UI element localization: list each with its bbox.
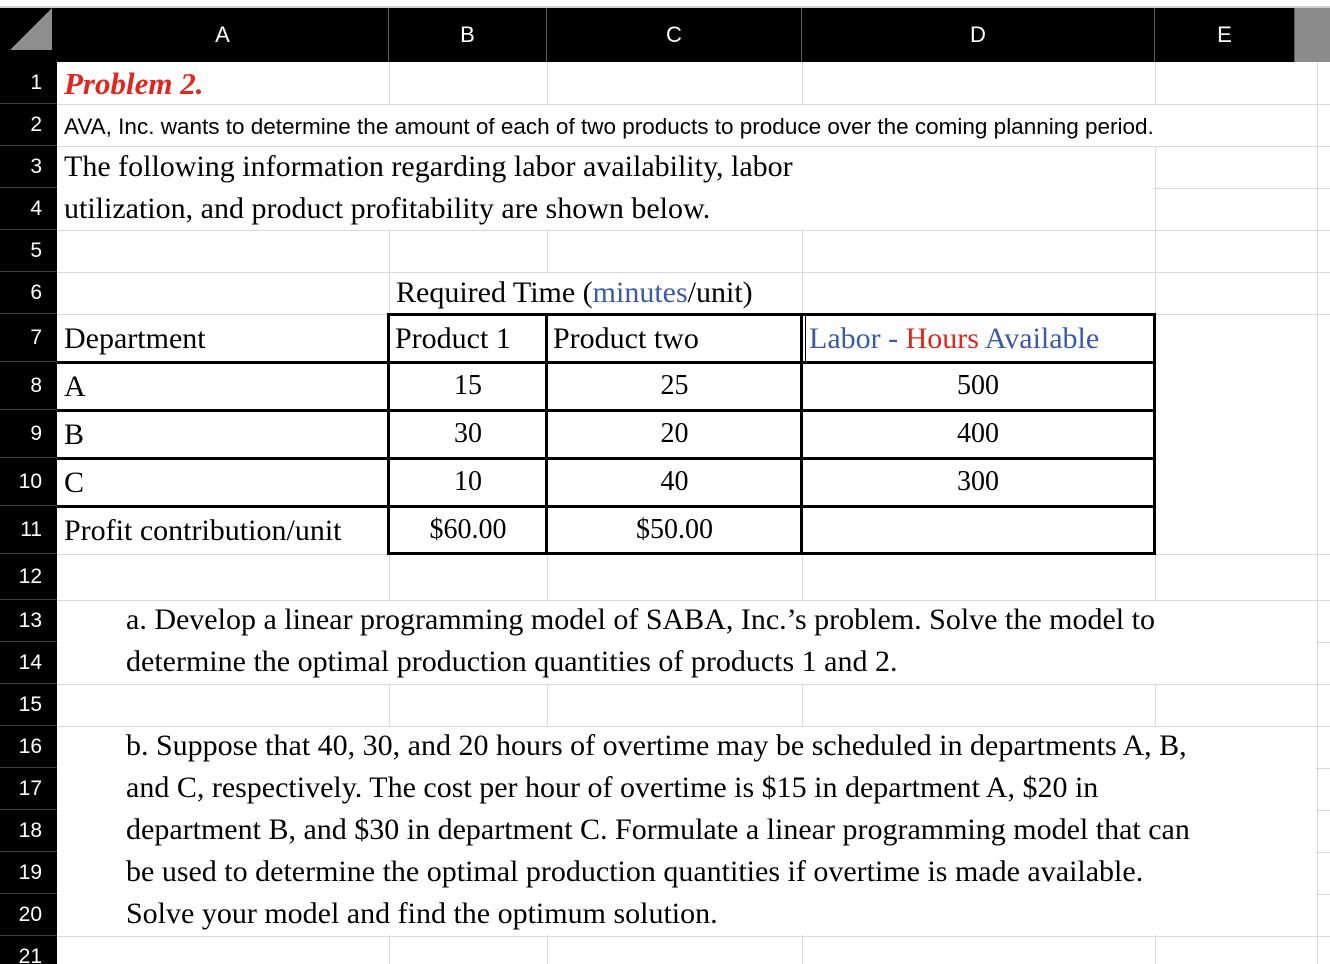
question-b-line-4: be used to determine the optimal production quantities if overtime is made available. — [126, 855, 1144, 888]
row-header-7[interactable]: 7 — [0, 314, 57, 362]
dept-a: A — [64, 370, 86, 403]
table-border — [57, 409, 1155, 412]
cell-b9: 30 — [454, 418, 482, 449]
row-header-14[interactable]: 14 — [0, 642, 57, 684]
row-header-6[interactable]: 6 — [0, 272, 57, 314]
row-header-2[interactable]: 2 — [0, 104, 57, 146]
header-available: Available — [978, 322, 1100, 355]
table-border — [57, 505, 1155, 508]
column-header-c[interactable]: C — [547, 8, 802, 62]
column-header-e[interactable]: E — [1155, 8, 1295, 62]
row-header-10[interactable]: 10 — [0, 458, 57, 506]
intro-text: AVA, Inc. wants to determine the amount of each of two products to produce over the coming planning period. — [64, 114, 1154, 139]
table-border — [1153, 313, 1156, 555]
row-header-16[interactable]: 16 — [0, 726, 57, 768]
required-time-minutes: minutes — [592, 276, 688, 309]
cell-c11: $50.00 — [636, 514, 713, 545]
required-time-label — [396, 276, 753, 310]
row-header-11[interactable]: 11 — [0, 506, 57, 554]
required-time-suffix: /unit) — [687, 276, 753, 309]
question-a-line-1: a. Develop a linear programming model of SABA, Inc.’s problem. Solve the model to — [126, 603, 1155, 636]
cell-d9: 400 — [957, 418, 999, 449]
cell-b11: $60.00 — [429, 514, 507, 545]
required-time-prefix: Required Time ( — [396, 276, 593, 309]
header-labor: Labor - — [809, 322, 906, 355]
gridline-h — [57, 684, 1330, 685]
header-product-2: Product two — [553, 322, 699, 355]
table-border — [388, 552, 1155, 555]
gridline-v — [1317, 62, 1318, 964]
table-border — [388, 313, 1155, 316]
cell-c10: 40 — [660, 466, 689, 497]
row-header-19[interactable]: 19 — [0, 852, 57, 894]
column-header-d[interactable]: D — [802, 8, 1155, 62]
question-b-line-3: department B, and $30 in department C. Formulate a linear programming model that can — [126, 813, 1190, 846]
profit-label: Profit contribution/unit — [64, 514, 342, 547]
dept-c: C — [64, 466, 85, 499]
cell-c8: 25 — [660, 370, 689, 401]
cell-b10: 10 — [454, 466, 482, 497]
question-b-line-5: Solve your model and find the optimum solution. — [126, 897, 718, 930]
row-header-13[interactable]: 13 — [0, 600, 57, 642]
row-header-8[interactable]: 8 — [0, 362, 57, 410]
row-header-12[interactable]: 12 — [0, 554, 57, 600]
row-header-15[interactable]: 15 — [0, 684, 57, 726]
dept-b: B — [64, 418, 85, 451]
table-border — [57, 361, 1155, 364]
column-header-a[interactable]: A — [57, 8, 389, 62]
cell-b8: 15 — [454, 370, 482, 401]
row-header-9[interactable]: 9 — [0, 410, 57, 458]
cell-d10: 300 — [957, 466, 999, 497]
row-header-4[interactable]: 4 — [0, 188, 57, 230]
column-header-overflow — [1295, 8, 1330, 62]
row-header-21[interactable]: 21 — [0, 936, 57, 964]
cell-c9: 20 — [660, 418, 689, 449]
header-product-1: Product 1 — [395, 322, 511, 355]
table-border — [57, 457, 1155, 460]
question-a-line-2: determine the optimal production quantities of products 1 and 2. — [126, 645, 898, 678]
problem-title: Problem 2. — [64, 66, 204, 101]
header-department: Department — [64, 322, 206, 355]
gridline-h — [57, 936, 1330, 937]
gridline-h — [57, 230, 1330, 231]
row-header-1[interactable]: 1 — [0, 62, 57, 104]
select-all-triangle-icon — [10, 8, 52, 50]
question-b-line-1: b. Suppose that 40, 30, and 20 hours of overtime may be scheduled in departments A, B, — [126, 729, 1187, 762]
question-b-line-2: and C, respectively. The cost per hour of overtime is $15 in department A, $20 in — [126, 771, 1099, 804]
header-labor-hours — [809, 322, 1099, 356]
info-line-2: utilization, and product profitability are shown below. — [64, 192, 711, 225]
table-border-inner — [805, 316, 806, 361]
row-header-18[interactable]: 18 — [0, 810, 57, 852]
cell-d8: 500 — [957, 370, 999, 401]
row-header-17[interactable]: 17 — [0, 768, 57, 810]
info-line-1: The following information regarding labor availability, labor — [64, 150, 793, 183]
row-header-5[interactable]: 5 — [0, 230, 57, 272]
column-header-b[interactable]: B — [389, 8, 547, 62]
row-header-20[interactable]: 20 — [0, 894, 57, 936]
header-hours: Hours — [905, 322, 979, 355]
row-header-3[interactable]: 3 — [0, 146, 57, 188]
